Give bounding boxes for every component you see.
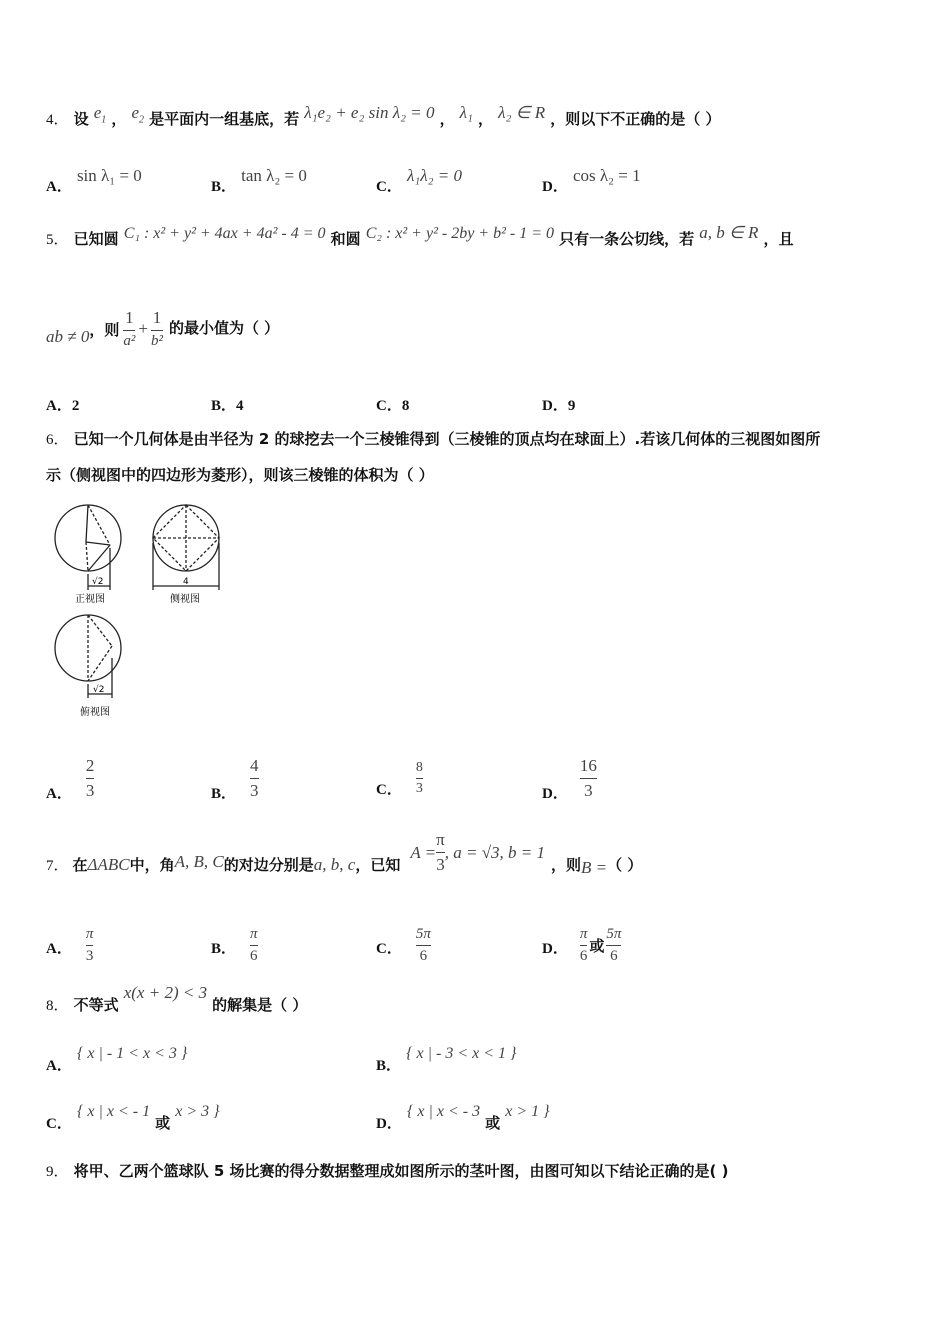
q8-number: 8．: [46, 998, 69, 1014]
top-view-label: 俯视图: [80, 707, 110, 718]
question-8-stem: 8． 不等式 x(x + 2) < 3 的解集是（ ）: [46, 983, 308, 1014]
q5-circle-c1: C₁ : x² + y² + 4ax + 4a² - 4 = 0: [123, 225, 326, 242]
q8-inequality: x(x + 2) < 3: [123, 983, 208, 1002]
q8-option-a[interactable]: A． { x | - 1 < x < 3 }: [46, 1045, 188, 1074]
front-view-label: 正视图: [75, 594, 105, 605]
q5-number: 5．: [46, 232, 69, 248]
q6-number: 6．: [46, 432, 69, 448]
q5-option-c[interactable]: C．8: [376, 398, 410, 414]
question-7-stem: 7． 在 ΔABC 中，角 A, B, C 的对边分别是 a, b, c ，已知 A = $\frac{\pi}{3}$ , a = √3, b = 1 ，则 B = （ ）: [46, 830, 643, 877]
q7-option-d[interactable]: D． $\frac{\pi}{6}$ 或 $\frac{5\pi}{6}$: [542, 926, 622, 964]
q5-option-d[interactable]: D．9: [542, 398, 576, 414]
q7-given: A = $\frac{\pi}{3}$ , a = √3, b = 1: [410, 830, 546, 874]
front-view-dim: √2: [92, 577, 104, 587]
q9-number: 9．: [46, 1164, 69, 1180]
q5-option-b[interactable]: B．4: [211, 398, 244, 414]
top-view-dim: √2: [93, 685, 105, 695]
q5-fraction-2: $\frac{1}{\text{b²}}$: [150, 308, 163, 349]
q4-option-b[interactable]: B． tan λ₂ = 0: [211, 166, 307, 195]
q7-option-a[interactable]: A． $\frac{\pi}{3}$: [46, 926, 94, 964]
q4-option-a[interactable]: A． sin λ₁ = 0: [46, 166, 142, 195]
q5-option-a[interactable]: A．2: [46, 398, 80, 414]
side-view-dim: 4: [183, 577, 189, 587]
question-5-stem-line2: ab ≠ 0 ，则 $\frac{1}{\text{a²}}$ + $\frac{1}{\text{b²}}$ 的最小值为（ ）: [46, 308, 280, 349]
q6-option-a[interactable]: A． $\frac{2}{3}$: [46, 756, 95, 802]
question-5-stem-line1: 5． 已知圆 C₁ : x² + y² + 4ax + 4a² - 4 = 0 和圆 C₂ : x² + y² - 2by + b² - 1 = 0 只有一条公切线，若 a, b ∈ R ，且: [46, 223, 794, 248]
q8-option-c[interactable]: C． { x | x < - 1 或 x > 3 }: [46, 1103, 220, 1132]
q7-option-b[interactable]: B． $\frac{\pi}{6}$: [211, 926, 258, 964]
question-9-stem: 9． 将甲、乙两个篮球队 5 场比赛的得分数据整理成如图所示的茎叶图，由图可知以下结论正确的是( ): [46, 1162, 729, 1180]
q4-number: 4．: [46, 112, 69, 128]
q7-option-c[interactable]: C． $\frac{5\pi}{6}$: [376, 926, 431, 964]
question-6-stem-line2: 示（侧视图中的四边形为菱形），则该三棱锥的体积为（ ）: [46, 466, 434, 484]
q6-three-view-figure: [48, 498, 228, 723]
question-6-stem-line1: 6． 已知一个几何体是由半径为 2 的球挖去一个三棱锥得到（三棱锥的顶点均在球面上）.若该几何体的三视图如图所: [46, 430, 821, 448]
q6-option-b[interactable]: B． $\frac{4}{3}$: [211, 756, 259, 802]
q5-fraction-1: $\frac{1}{\text{a²}}$: [123, 308, 136, 349]
q8-option-b[interactable]: B． { x | - 3 < x < 1 }: [376, 1045, 517, 1074]
q4-option-c[interactable]: C． λ₁λ₂ = 0: [376, 166, 462, 195]
q5-circle-c2: C₂ : x² + y² - 2by + b² - 1 = 0: [365, 225, 555, 242]
q6-option-d[interactable]: D． $\frac{16}{3}$: [542, 756, 597, 802]
q6-option-c[interactable]: C． $\frac{8}{3}$: [376, 760, 423, 798]
side-view-label: 侧视图: [170, 594, 200, 605]
q7-number: 7．: [46, 858, 69, 874]
question-4-stem: 4． 设 $e_1$ ， $e_2$ 是平面内一组基底，若 λ₁e₂ + e₂ sin λ₂ = 0 ， λ₁ ， λ₂ ∈ R ，则以下不正确的是（ ）: [46, 103, 721, 128]
q8-option-d[interactable]: D． { x | x < - 3 或 x > 1 }: [376, 1103, 550, 1132]
q4-condition: λ₁e₂ + e₂ sin λ₂ = 0: [304, 103, 435, 122]
q4-option-d[interactable]: D． cos λ₂ = 1: [542, 166, 641, 195]
